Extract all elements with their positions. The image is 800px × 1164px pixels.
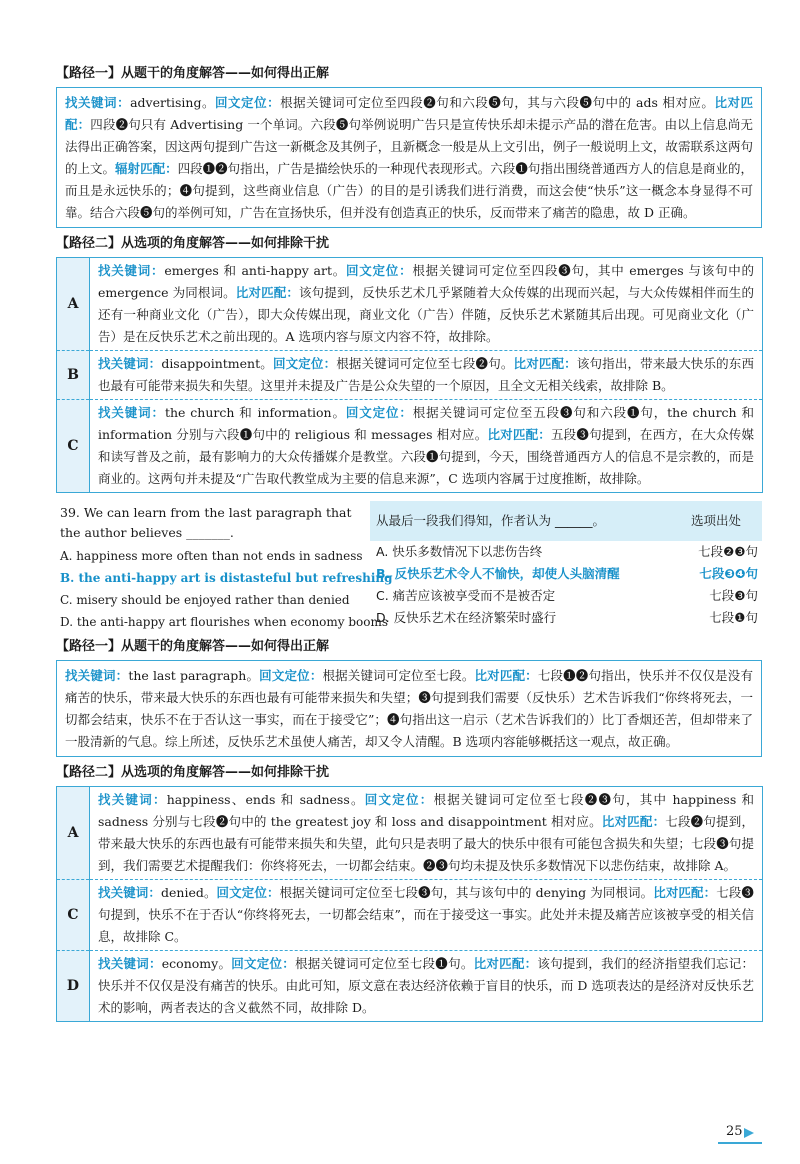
option-row-a	[57, 258, 763, 351]
keyword-label: 找关键词：	[98, 356, 162, 371]
choice-b-en: B. the anti-happy art is distasteful but refreshing	[60, 571, 393, 585]
match-text: 七段❸句提到，快乐不在于否认“你终将死去，一切都会结束”，而在于接受这一事实。此处并未提及痛苦应该被享受的相关信息，故排除 C。	[98, 885, 754, 944]
keyword-text: emerges 和 anti-happy art。	[164, 263, 347, 278]
keyword-text: happiness、ends 和 sadness。	[166, 792, 365, 807]
keyword-label: 找关键词：	[65, 668, 129, 683]
match-label: 比对匹配：	[653, 885, 717, 900]
q38-path2-title: 【路径二】从选项的角度解答——如何排除干扰	[56, 236, 330, 251]
option-row-c	[57, 880, 763, 951]
locate-label: 回文定位：	[259, 668, 323, 683]
radiate-label: 辐射匹配：	[115, 161, 178, 176]
match-text: 四段❷句只有 Advertising 一个单词。六段❺句举例说明广告只是宣传快乐却未提示产品的潜在危害。由以上信息尚无法得出正确答案，因这两句提到广告这一新概念及其例子，且新概念一般是从上文引出，例子一般说明上文，故需联系这两句的上文。	[65, 117, 753, 176]
locate-label: 回文定位：	[215, 95, 281, 110]
q39-options-table	[56, 786, 763, 1022]
match-text: 七段❶❷句指出，快乐并不仅仅是没有痛苦的快乐，带来最大快乐的东西也最有可能带来损失和失望；❸句提到我们需要（反快乐）艺术告诉我们“你终将死去，一切都会结束，快乐不在于否认这一事实，而在于接受它”；❹句指出这一启示（艺术告诉我们的）比丁香烟还苦，但却带来了一股清新的气息。综上所述，反快乐艺术虽使人痛苦，却又令人清醒。B 选项内容能够概括这一观点，故正确。	[65, 668, 753, 749]
keyword-label: 找关键词：	[98, 956, 162, 971]
source-header: 选项出处	[670, 501, 762, 541]
locate-label: 回文定位：	[346, 263, 413, 278]
option-row-c	[57, 400, 763, 493]
option-analysis	[90, 951, 763, 1022]
keyword-text: the last paragraph。	[128, 668, 260, 683]
q39-path1-box	[56, 660, 762, 757]
choice-c-cn: C. 痛苦应该被享受而不是被否定	[376, 588, 556, 603]
locate-label: 回文定位：	[364, 792, 434, 807]
option-label: A	[57, 787, 90, 880]
locate-text: 根据关键词可定位至七段❶句。	[295, 956, 474, 971]
option-analysis	[90, 880, 763, 951]
choice-c-en: C. misery should be enjoyed rather than denied	[60, 593, 350, 607]
q39-path1-title: 【路径一】从题干的角度解答——如何得出正解	[56, 639, 330, 654]
source-a: 七段❷❸句	[698, 544, 758, 559]
match-label: 比对匹配：	[601, 814, 666, 829]
q38-options-table	[56, 257, 763, 493]
q38-path1-title: 【路径一】从题干的角度解答——如何得出正解	[56, 66, 330, 81]
q38-path1-box	[56, 87, 762, 228]
keyword-text: the church 和 information。	[164, 405, 346, 420]
option-analysis	[90, 400, 763, 493]
locate-text: 根据关键词可定位至七段❸句，其与该句中的 denying 为同根词。	[279, 885, 654, 900]
locate-text: 根据关键词可定位至四段❸句，其中 emerges 与该句中的 emergence 为同根词。	[98, 263, 754, 300]
option-label: A	[57, 258, 90, 351]
match-text: 该句指出，带来最大快乐的东西也最有可能带来损失和失望。这里并未提及广告是公众失望的一个原因，且全文无相关线索，故排除 B。	[98, 356, 754, 393]
locate-text: 根据关键词可定位至七段❷句。	[336, 356, 514, 371]
locate-label: 回文定位：	[231, 956, 295, 971]
page-number: 25	[726, 1124, 743, 1139]
option-analysis	[90, 258, 763, 351]
choice-a-cn: A. 快乐多数情况下以悲伤告终	[376, 544, 543, 559]
keyword-label: 找关键词：	[65, 95, 131, 110]
page-underline	[718, 1142, 762, 1144]
choice-d-en: D. the anti-happy art flourishes when economy booms	[60, 615, 389, 629]
keyword-label: 找关键词：	[98, 405, 165, 420]
choice-b-cn: B. 反快乐艺术令人不愉快，却使人头脑清醒	[376, 566, 620, 581]
match-text: 五段❸句提到，在西方，在大众传媒和读写普及之前，最有影响力的大众传播媒介是教堂。六段❶句提到，今天，围绕普通西方人的信息不是宗教的，而是商业的。这两句并未提及“广告取代教堂成为主要的信息来源”，C 选项内容属于过度推断，故排除。	[98, 427, 754, 486]
option-row-d	[57, 951, 763, 1022]
source-b: 七段❸❹句	[699, 566, 758, 581]
keyword-label: 找关键词：	[98, 792, 167, 807]
match-label: 比对匹配：	[235, 285, 300, 300]
page-arrow-icon	[744, 1128, 754, 1138]
keyword-text: economy。	[161, 956, 232, 971]
page-content	[56, 62, 762, 1022]
question-stem-cn: 从最后一段我们得知，作者认为 ______。	[370, 501, 670, 541]
q39-path2-title: 【路径二】从选项的角度解答——如何排除干扰	[56, 765, 330, 780]
match-label: 比对匹配：	[513, 356, 577, 371]
option-source	[670, 501, 762, 633]
option-label: C	[57, 400, 90, 493]
option-label: B	[57, 351, 90, 400]
locate-text: 根据关键词可定位至七段。	[322, 668, 475, 683]
match-text: 该句提到，我们的经济指望我们忘记：快乐并不仅仅是没有痛苦的快乐。由此可知，原文意在表达经济依赖于盲目的快乐，而 D 选项表达的是经济对反快乐艺术的影响，两者表达的含义截然不同，故排除 D。	[98, 956, 754, 1015]
locate-label: 回文定位：	[272, 356, 337, 371]
choice-a-en: A. happiness more often than not ends in sadness	[60, 549, 363, 563]
keyword-text: denied。	[161, 885, 217, 900]
option-analysis	[90, 351, 763, 400]
locate-label: 回文定位：	[345, 405, 413, 420]
question-en	[56, 501, 393, 633]
match-label: 比对匹配：	[65, 95, 753, 132]
keyword-label: 找关键词：	[98, 885, 161, 900]
match-label: 比对匹配：	[474, 668, 538, 683]
source-d: 七段❶句	[709, 610, 758, 625]
option-row-b	[57, 351, 763, 400]
choice-d-cn: D. 反快乐艺术在经济繁荣时盛行	[376, 610, 557, 625]
locate-label: 回文定位：	[216, 885, 280, 900]
option-label: D	[57, 951, 90, 1022]
locate-text: 根据关键词可定位至七段❷❸句，其中 happiness 和 sadness 分别与七段❷句中的 the greatest joy 和 loss and disappointment 相对应。	[98, 792, 754, 829]
source-c: 七段❸句	[709, 588, 758, 603]
option-analysis	[90, 787, 763, 880]
keyword-label: 找关键词：	[98, 263, 165, 278]
match-label: 比对匹配：	[473, 956, 538, 971]
locate-text: 根据关键词可定位至五段❸句和六段❶句，the church 和 information 分别与六段❶句中的 religious 和 messages 相对应。	[98, 405, 754, 442]
keyword-text: disappointment。	[161, 356, 273, 371]
question-cn	[370, 501, 670, 633]
question-39	[56, 501, 762, 633]
match-text: 该句提到，反快乐艺术几乎紧随着大众传媒的出现而兴起，与大众传媒相伴而生的还有一种商业文化（广告），即大众传媒出现，商业文化（广告）伴随，反快乐艺术紧随其后出现。可见商业文化（广告）是在反快乐艺术之前出现的。A 选项内容与原文内容不符，故排除。	[98, 285, 754, 344]
question-stem: 39. We can learn from the last paragraph that the author believes _______.	[60, 505, 352, 540]
locate-text: 根据关键词可定位至四段❷句和六段❺句，其与六段❺句中的 ads 相对应。	[280, 95, 715, 110]
match-label: 比对匹配：	[487, 427, 551, 442]
option-label: C	[57, 880, 90, 951]
keyword-text: advertising。	[130, 95, 216, 110]
radiate-text: 四段❶❷句指出，广告是描绘快乐的一种现代表现形式。六段❶句指出围绕普通西方人的信息是商业的，而且是永远快乐的；❹句提到，这些商业信息（广告）的目的是引诱我们进行消费，而这会使“快乐”这一概念本身显得不可靠。结合六段❺句的举例可知，广告在宣扬快乐，但并没有创造真正的快乐，反而带来了痛苦的隐患，故 D 正确。	[65, 161, 753, 220]
option-row-a	[57, 787, 763, 880]
match-text: 七段❷句提到，带来最大快乐的东西也最有可能带来损失和失望，此句只是表明了最大的快乐中很有可能包含损失和失望；七段❸句提到，我们需要艺术提醒我们：你终将死去，一切都会结束。❷❸句均未提及快乐多数情况下以悲伤结束，故排除 A。	[98, 814, 754, 873]
